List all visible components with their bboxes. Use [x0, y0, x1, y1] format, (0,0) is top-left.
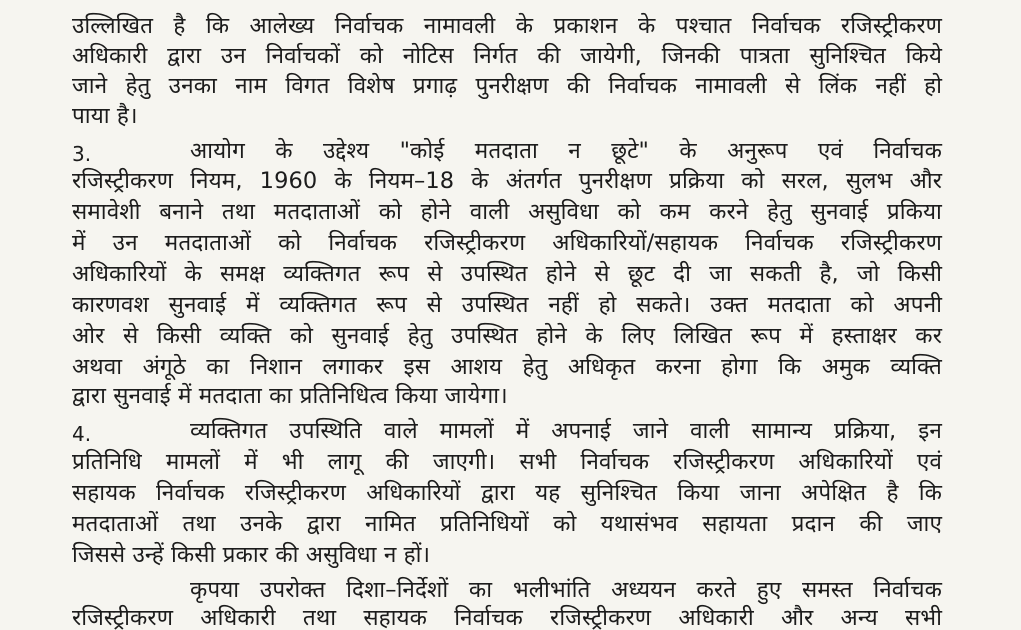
para3-line-1: आयोग के उद्देश्य "कोई मतदाता न छूटे" के अनुरूप एवं निर्वाचक [190, 138, 942, 164]
document-line-1: उल्लिखित है कि आलेख्य निर्वाचक नामावली के प्रकाशन के पश्चात निर्वाचक रजिस्ट्रीकरण [72, 13, 942, 39]
para5-line-1: कृपया उपरोक्त दिशा–निर्देशों का भलीभांति अध्ययन करते हुए समस्त निर्वाचक [190, 577, 942, 603]
para3-line-7: ओर से किसी व्यक्ति को सुनवाई हेतु उपस्थित होने के लिए लिखित रूप में हस्ताक्षर कर [72, 323, 942, 349]
para5-line-2: रजिस्ट्रीकरण अधिकारी तथा सहायक निर्वाचक रजिस्ट्रीकरण अधिकारी और अन्य सभी [72, 605, 942, 630]
para4-line-3: सहायक निर्वाचक रजिस्ट्रीकरण अधिकारियों द्वारा यह सुनिश्चित किया जाना अपेक्षित है कि [72, 480, 942, 506]
para4-line-4: मतदाताओं तथा उनके द्वारा नामित प्रतिनिधियों को यथासंभव सहायता प्रदान की जाए [72, 511, 942, 537]
para3-line-2: रजिस्ट्रीकरण नियम, 1960 के नियम–18 के अंतर्गत पुनरीक्षण प्रक्रिया को सरल, सुलभ और [72, 168, 942, 194]
para3-line-8: अथवा अंगूठे का निशान लगाकर इस आशय हेतु अधिकृत करना होगा कि अमुक व्यक्ति [72, 354, 942, 380]
paragraph-number-3: 3. [72, 142, 92, 166]
para3-line-4: में उन मतदाताओं को निर्वाचक रजिस्ट्रीकरण अधिकारियों/सहायक निर्वाचक रजिस्ट्रीकरण [72, 230, 942, 256]
document-line-4: पाया है। [72, 103, 138, 129]
paragraph-number-4: 4. [72, 422, 92, 446]
document-line-2: अधिकारी द्वारा उन निर्वाचकों को नोटिस निर्गत की जायेगी, जिनकी पात्रता सुनिश्चित किये [72, 43, 942, 69]
para3-line-6: कारणवश सुनवाई में व्यक्तिगत रूप से उपस्थित नहीं हो सकते। उक्त मतदाता को अपनी [72, 292, 942, 318]
para3-line-5: अधिकारियों के समक्ष व्यक्तिगत रूप से उपस्थित होने से छूट दी जा सकती है, जो किसी [72, 261, 942, 287]
para4-line-1: व्यक्तिगत उपस्थिति वाले मामलों में अपनाई जाने वाली सामान्य प्रक्रिया, इन [190, 418, 942, 444]
document-line-3: जाने हेतु उनका नाम विगत विशेष प्रगाढ़ पुनरीक्षण की निर्वाचक नामावली से लिंक नहीं हो [72, 73, 942, 99]
para3-line-3: समावेशी बनाने तथा मतदाताओं को होने वाली असुविधा को कम करने हेतु सुनवाई प्रकिया [72, 199, 942, 225]
para3-line-9: द्वारा सुनवाई में मतदाता का प्रतिनिधित्व किया जायेगा। [72, 383, 508, 409]
para4-line-5: जिससे उन्हें किसी प्रकार की असुविधा न हों। [72, 542, 431, 568]
para4-line-2: प्रतिनिधि मामलों में भी लागू की जाएगी। सभी निर्वाचक रजिस्ट्रीकरण अधिकारियों एवं [72, 449, 942, 475]
